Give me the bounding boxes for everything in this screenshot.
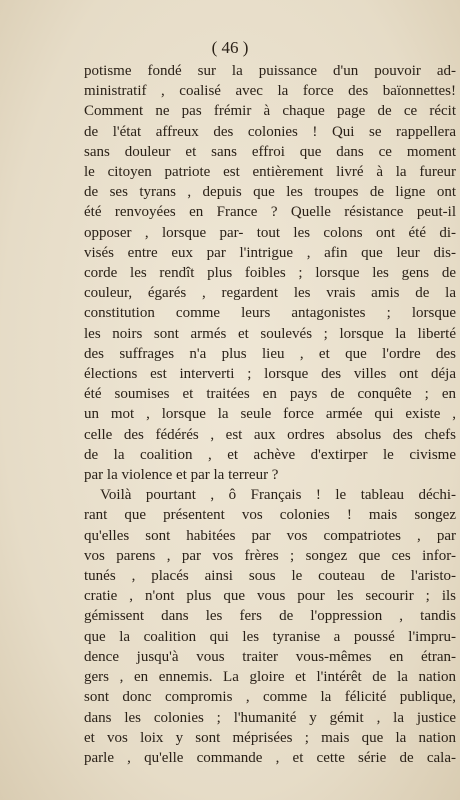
text-line: Comment ne pas frémir à chaque page de ce récit [84, 103, 456, 120]
body-text [84, 61, 456, 768]
text-line: gers , en ennemis. La gloire et l'intérêt de la nation [84, 669, 456, 686]
text-line: opposer , lorsque par- tout les colons ont été di- [84, 224, 456, 241]
text-line: de l'état affreux des colonies ! Qui se rappellera [84, 123, 456, 140]
text-line: couleur, égarés , regardent les vrais amis de la [84, 285, 456, 302]
text-line: corde les rendît plus foibles ; lorsque les gens de [84, 265, 456, 282]
text-line: cratie , n'ont plus que vous pour les secourir ; ils [84, 588, 456, 605]
text-line: tunés , placés ainsi sous le couteau de l'aristo- [84, 568, 456, 585]
text-line: été soumises et traitées en pays de conquête ; en [84, 386, 456, 403]
text-line: qu'elles sont habitées par vos compatriotes , par [84, 527, 456, 544]
text-line: été renvoyées en France ? Quelle résistance peut-il [84, 204, 456, 221]
text-line: un mot , lorsque la seule force armée qui existe , [84, 406, 456, 423]
text-line: de ses tyrans , depuis que les troupes de ligne ont [84, 184, 456, 201]
text-line: gémissent dans les fers de l'oppression , tandis [84, 608, 456, 625]
text-line: constitution comme leurs antagonistes ; lorsque [84, 305, 456, 322]
text-line: de la coalition , et achève d'extirper le civisme [84, 446, 456, 463]
text-line: rant que présentent vos colonies ! mais songez [84, 507, 456, 524]
text-line: des suffrages n'a plus lieu , et que l'ordre des [84, 345, 456, 362]
text-line: que la coalition qui les tyranise a poussé l'impru- [84, 628, 456, 645]
text-line: celle des fédérés , est aux ordres absolus des chefs [84, 426, 456, 443]
text-line: Voilà pourtant , ô Français ! le tableau déchi- [100, 487, 456, 504]
text-line: sans douleur et sans effroi que dans ce moment [84, 143, 456, 160]
text-line: potisme fondé sur la puissance d'un pouvoir ad- [84, 63, 456, 79]
text-line: les noirs sont armés et soulevés ; lorsque la liberté [84, 325, 456, 342]
text-line: vos parens , par vos frères ; songez que ces infor- [84, 547, 456, 564]
text-line: sont donc compromis , comme la félicité publique, [84, 689, 456, 706]
text-line: ministratif , coalisé avec la force des baïonnettes! [84, 83, 456, 100]
text-line: dans les colonies ; l'humanité y gémit , la justice [84, 709, 456, 726]
text-line: le citoyen patriote est entièrement livré à la fureur [84, 164, 456, 181]
page-number: ( 46 ) [211, 38, 249, 57]
text-line: dence jusqu'à vous traiter vous-mêmes en étran- [84, 648, 456, 665]
text-line: visés entre eux par l'intrigue , afin que leur dis- [84, 244, 456, 261]
text-line: élections est interverti ; lorsque des villes ont déja [84, 366, 456, 383]
text-line: parle , qu'elle commande , et cette série de cala- [84, 749, 456, 766]
text-line: et vos loix y sont méprisées ; mais que la nation [84, 729, 456, 746]
text-line: par la violence et par la terreur ? [84, 467, 279, 484]
